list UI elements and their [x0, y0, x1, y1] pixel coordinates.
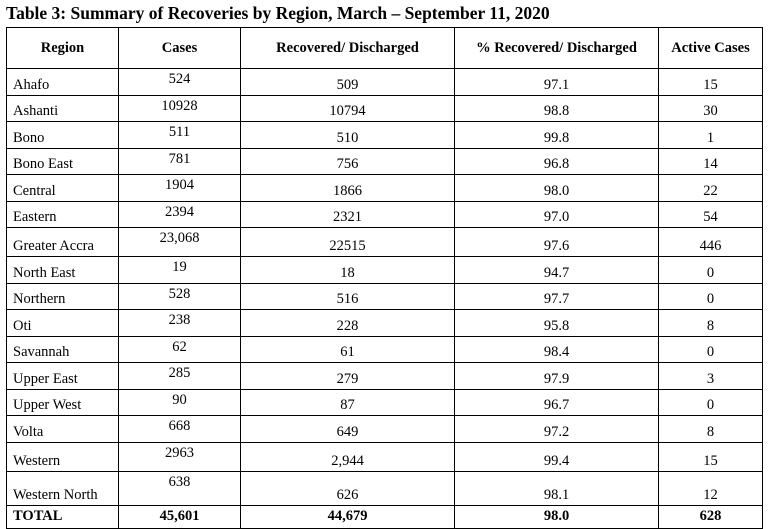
cell-percent: 98.1 — [455, 471, 659, 505]
cell-region: Bono — [7, 122, 119, 149]
header-region: Region — [7, 28, 119, 69]
cell-recovered: 18 — [241, 257, 455, 284]
cell-recovered: 61 — [241, 336, 455, 363]
cell-recovered: 1866 — [241, 175, 455, 202]
cell-region: North East — [7, 257, 119, 284]
cell-percent: 94.7 — [455, 257, 659, 284]
cell-active: 0 — [659, 336, 763, 363]
total-percent: 98.0 — [455, 505, 659, 528]
cell-region: Greater Accra — [7, 228, 119, 257]
cell-region: Ashanti — [7, 95, 119, 122]
cell-cases: 23,068 — [119, 228, 241, 257]
cell-active: 0 — [659, 283, 763, 310]
table-row — [7, 122, 763, 149]
cell-percent: 96.8 — [455, 148, 659, 175]
cell-recovered: 279 — [241, 363, 455, 390]
recoveries-table — [6, 27, 763, 529]
cell-percent: 97.2 — [455, 416, 659, 443]
header-row — [7, 28, 763, 69]
cell-percent: 97.0 — [455, 201, 659, 228]
cell-active: 14 — [659, 148, 763, 175]
cell-active: 8 — [659, 416, 763, 443]
cell-cases: 2394 — [119, 201, 241, 228]
cell-active: 8 — [659, 310, 763, 337]
cell-region: Northern — [7, 283, 119, 310]
cell-region: Central — [7, 175, 119, 202]
cell-cases: 285 — [119, 363, 241, 390]
cell-region: Western North — [7, 471, 119, 505]
cell-cases: 90 — [119, 389, 241, 416]
table-row — [7, 310, 763, 337]
total-row — [7, 505, 763, 528]
cell-cases: 528 — [119, 283, 241, 310]
cell-percent: 97.7 — [455, 283, 659, 310]
cell-region: Western — [7, 442, 119, 471]
table-row — [7, 363, 763, 390]
cell-recovered: 228 — [241, 310, 455, 337]
cell-cases: 238 — [119, 310, 241, 337]
cell-percent: 99.4 — [455, 442, 659, 471]
cell-recovered: 509 — [241, 69, 455, 96]
cell-cases: 524 — [119, 69, 241, 96]
cell-cases: 511 — [119, 122, 241, 149]
cell-cases: 19 — [119, 257, 241, 284]
cell-recovered: 516 — [241, 283, 455, 310]
header-percent-recovered: % Recovered/ Discharged — [455, 28, 659, 69]
table-row — [7, 228, 763, 257]
cell-region: Upper East — [7, 363, 119, 390]
total-cases: 45,601 — [119, 505, 241, 528]
cell-region: Upper West — [7, 389, 119, 416]
cell-active: 22 — [659, 175, 763, 202]
cell-active: 0 — [659, 389, 763, 416]
cell-cases: 2963 — [119, 442, 241, 471]
cell-active: 3 — [659, 363, 763, 390]
cell-recovered: 626 — [241, 471, 455, 505]
table-row — [7, 336, 763, 363]
cell-active: 0 — [659, 257, 763, 284]
header-active-cases: Active Cases — [659, 28, 763, 69]
cell-percent: 98.8 — [455, 95, 659, 122]
cell-recovered: 22515 — [241, 228, 455, 257]
cell-cases: 1904 — [119, 175, 241, 202]
cell-recovered: 87 — [241, 389, 455, 416]
cell-active: 15 — [659, 442, 763, 471]
cell-percent: 99.8 — [455, 122, 659, 149]
cell-percent: 98.4 — [455, 336, 659, 363]
table-row — [7, 471, 763, 505]
cell-region: Ahafo — [7, 69, 119, 96]
cell-recovered: 756 — [241, 148, 455, 175]
cell-recovered: 10794 — [241, 95, 455, 122]
cell-recovered: 649 — [241, 416, 455, 443]
cell-cases: 638 — [119, 471, 241, 505]
total-active: 628 — [659, 505, 763, 528]
total-label: TOTAL — [7, 505, 119, 528]
total-recovered: 44,679 — [241, 505, 455, 528]
table-row — [7, 283, 763, 310]
cell-percent: 98.0 — [455, 175, 659, 202]
cell-recovered: 2,944 — [241, 442, 455, 471]
cell-cases: 10928 — [119, 95, 241, 122]
table-row — [7, 69, 763, 96]
table-caption: Table 3: Summary of Recoveries by Region, March – September 11, 2020 — [6, 3, 550, 23]
cell-active: 1 — [659, 122, 763, 149]
header-cases: Cases — [119, 28, 241, 69]
cell-active: 54 — [659, 201, 763, 228]
cell-percent: 97.9 — [455, 363, 659, 390]
cell-active: 15 — [659, 69, 763, 96]
cell-region: Savannah — [7, 336, 119, 363]
cell-percent: 97.1 — [455, 69, 659, 96]
table-row — [7, 148, 763, 175]
table-row — [7, 389, 763, 416]
cell-cases: 668 — [119, 416, 241, 443]
cell-percent: 95.8 — [455, 310, 659, 337]
table-row — [7, 442, 763, 471]
cell-cases: 62 — [119, 336, 241, 363]
cell-active: 446 — [659, 228, 763, 257]
cell-region: Volta — [7, 416, 119, 443]
cell-region: Oti — [7, 310, 119, 337]
table-row — [7, 257, 763, 284]
cell-active: 30 — [659, 95, 763, 122]
cell-recovered: 510 — [241, 122, 455, 149]
cell-active: 12 — [659, 471, 763, 505]
header-recovered: Recovered/ Discharged — [241, 28, 455, 69]
cell-region: Eastern — [7, 201, 119, 228]
table-row — [7, 416, 763, 443]
cell-percent: 97.6 — [455, 228, 659, 257]
table-row — [7, 175, 763, 202]
table-row — [7, 95, 763, 122]
cell-recovered: 2321 — [241, 201, 455, 228]
table-row — [7, 201, 763, 228]
cell-cases: 781 — [119, 148, 241, 175]
cell-percent: 96.7 — [455, 389, 659, 416]
cell-region: Bono East — [7, 148, 119, 175]
